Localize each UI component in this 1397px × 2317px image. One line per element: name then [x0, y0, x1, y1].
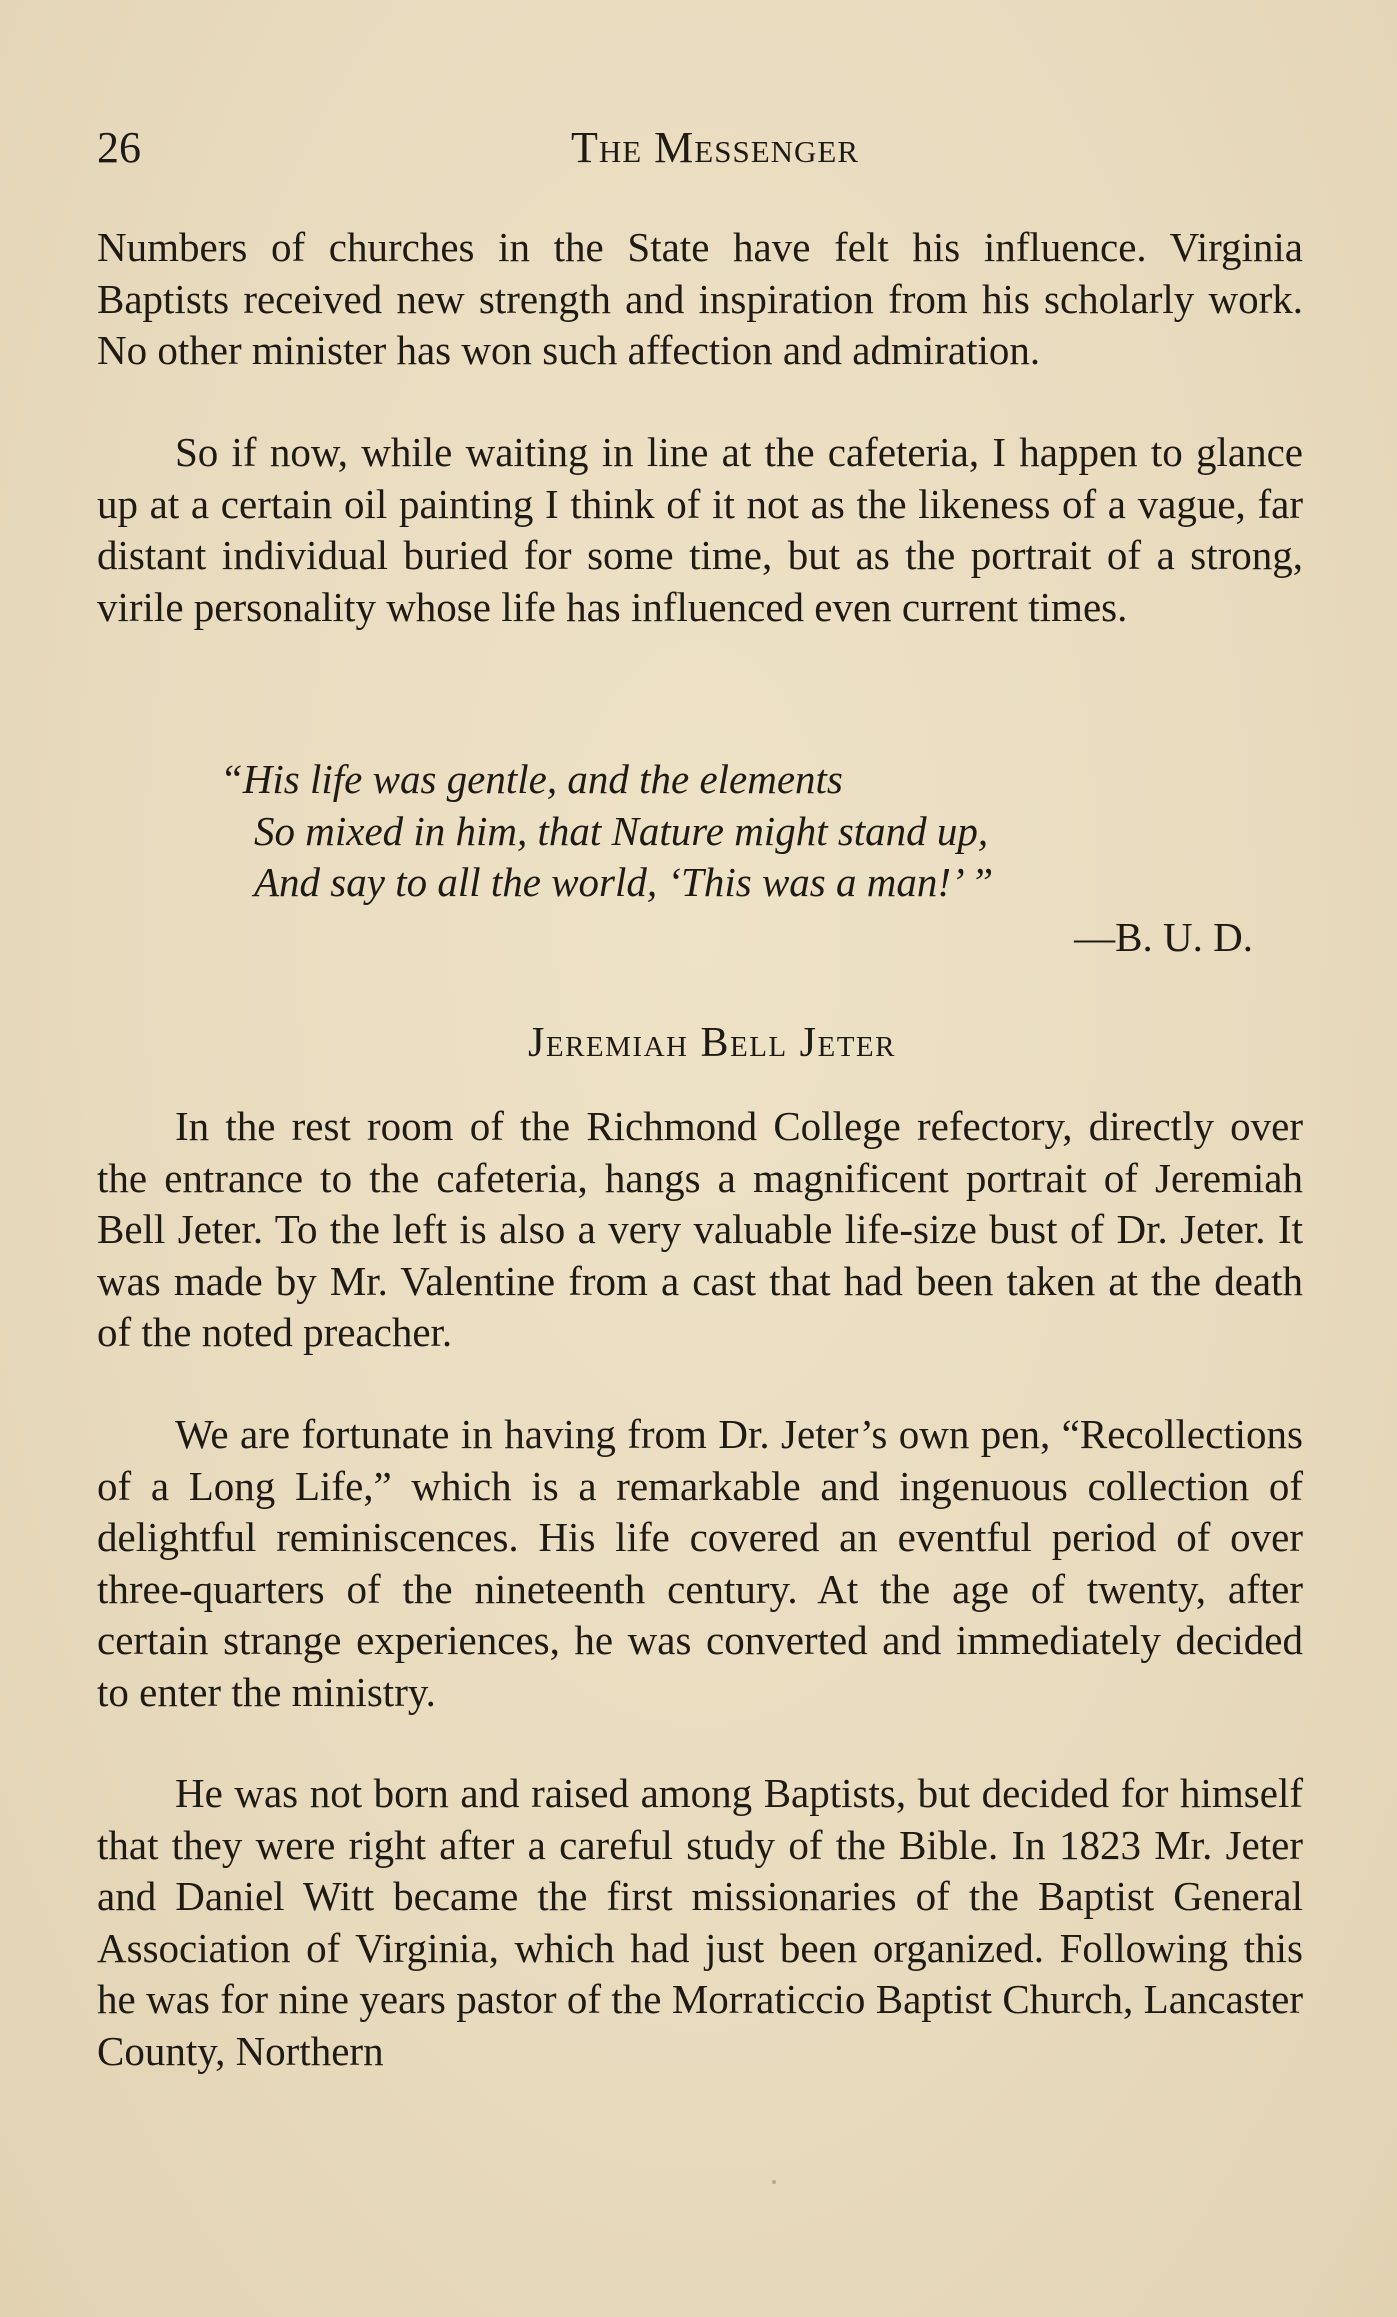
page-number: 26 — [97, 123, 141, 172]
paragraph-baptist-career: He was not born and raised among Baptists, but decided for himself that they were right after a careful study of the Bible. In 1823 Mr. Jeter and Daniel Witt became the first missionaries of the Baptist General Association of Virginia, which had just been organized. Following this he was for nine years pastor of the Morraticcio Baptist Church, Lancaster County, Northern — [97, 1770, 1303, 2074]
quotation-line-2: So mixed in him, that Nature might stand up, — [254, 807, 989, 854]
paragraph-cafeteria-portrait: So if now, while waiting in line at the cafeteria, I happen to glance up at a certain oil painting I think of it not as the likeness of a vague, far distant individual buried for some time, but as the portrait of a strong, virile personality whose life has influenced even current times. — [97, 429, 1303, 630]
quotation-line-3: And say to all the world, ‘This was a man!’ ” — [254, 859, 994, 906]
author-attribution: —B. U. D. — [1074, 914, 1253, 960]
running-title: The Messenger — [570, 123, 860, 172]
section-heading: Jeremiah Bell Jeter — [528, 1020, 896, 1066]
paragraph-recollections: We are fortunate in having from Dr. Jeter’s own pen, “Recollections of a Long Life,” which is a remarkable and ingenuous collection of delightful reminiscences. His life covered an eventful period of over three-quarters of the nineteenth century. At the age of twenty, after certain strange experiences, he was converted and immediately decided to enter the ministry. — [97, 1411, 1303, 1715]
paragraph-continued: Numbers of churches in the State have felt his influence. Virginia Baptists received new strength and inspiration from his scholarly work. No other minister has won such affection and admiration. — [97, 224, 1303, 374]
quotation-block — [220, 754, 1250, 909]
page-header — [97, 118, 1303, 178]
paper-speck — [772, 2180, 776, 2184]
quotation-line-1: “His life was gentle, and the elements — [220, 756, 843, 802]
paragraph-portrait-description: In the rest room of the Richmond College refectory, directly over the entrance to the cafeteria, hangs a magnificent portrait of Jeremiah Bell Jeter. To the left is also a very valuable life-size bust of Dr. Jeter. It was made by Mr. Valentine from a cast that had been taken at the death of the noted preacher. — [97, 1103, 1303, 1356]
